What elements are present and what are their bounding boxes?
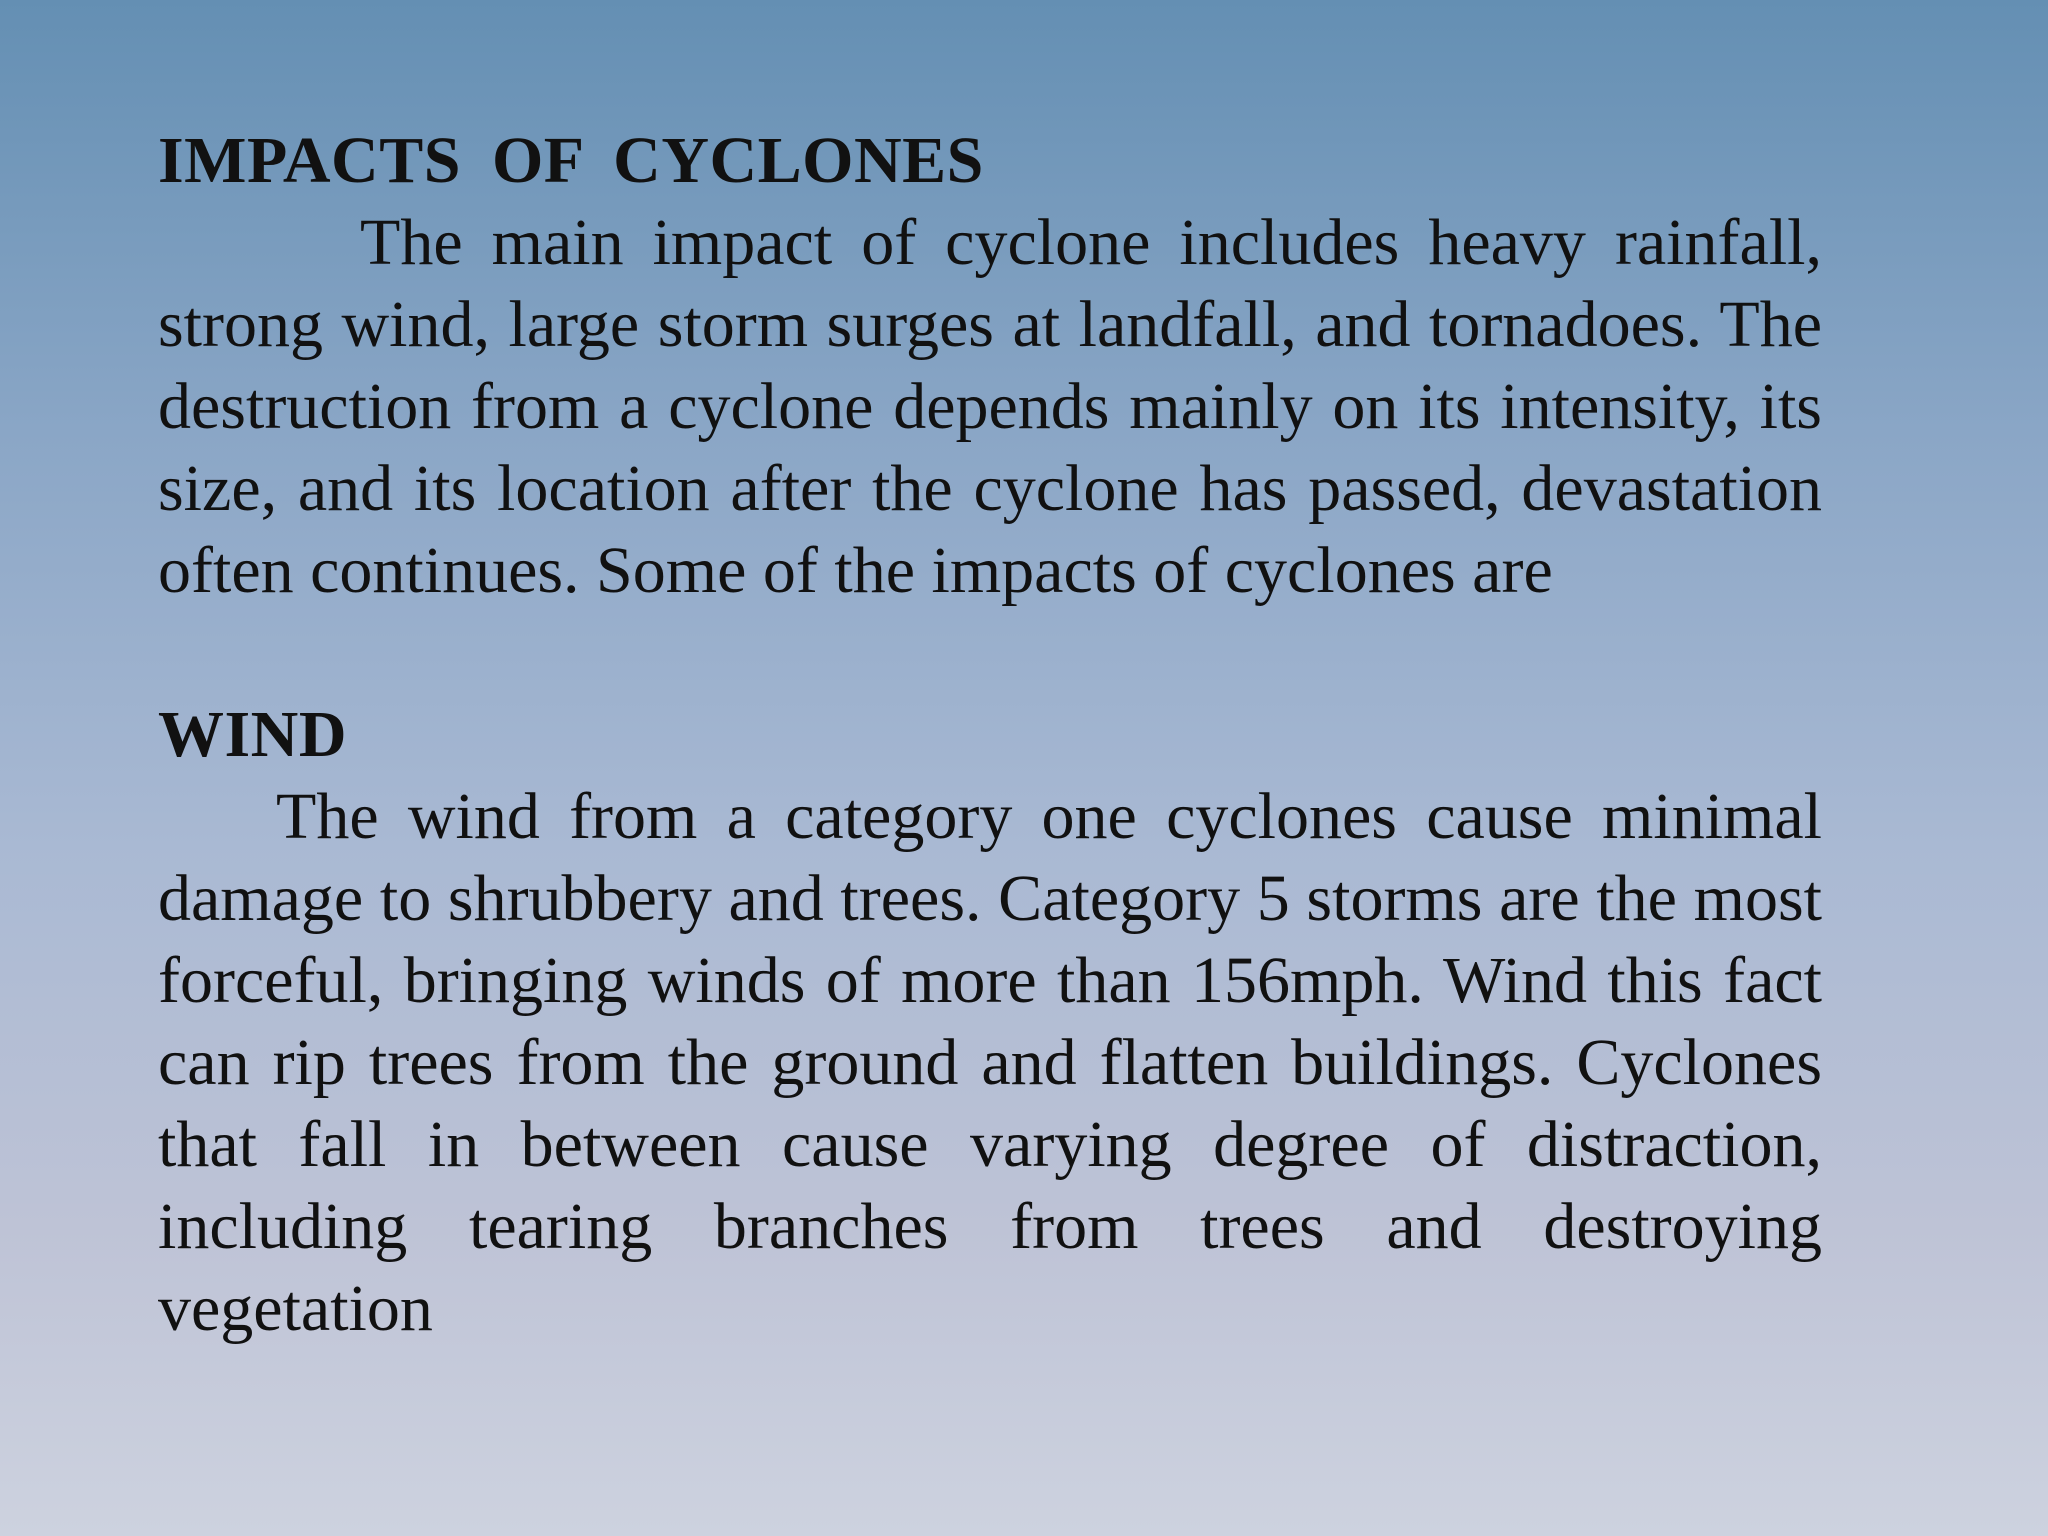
wind-heading: WIND [158,698,348,771]
impacts-heading: IMPACTS OF CYCLONES [158,124,984,197]
impacts-paragraph: The main impact of cyclone includes heavy rainfall, strong wind, large storm surges at landfall, and tornadoes. The destruction from a cyclone depends mainly on its intensity, its size, and its location after the cyclone has passed, devastation often continues. Some of the impacts of cyclones are [158,206,1822,607]
section-spacer [158,612,1822,694]
wind-paragraph: The wind from a category one cyclones cause minimal damage to shrubbery and trees. Category 5 storms are the most forceful, bringing winds of more than 156mph. Wind this fact can rip trees from the ground and flatten buildings. Cyclones that fall in between cause varying degree of distraction, including tearing branches from trees and destroying vegetation [158,780,1822,1345]
slide-content [158,120,1822,1350]
